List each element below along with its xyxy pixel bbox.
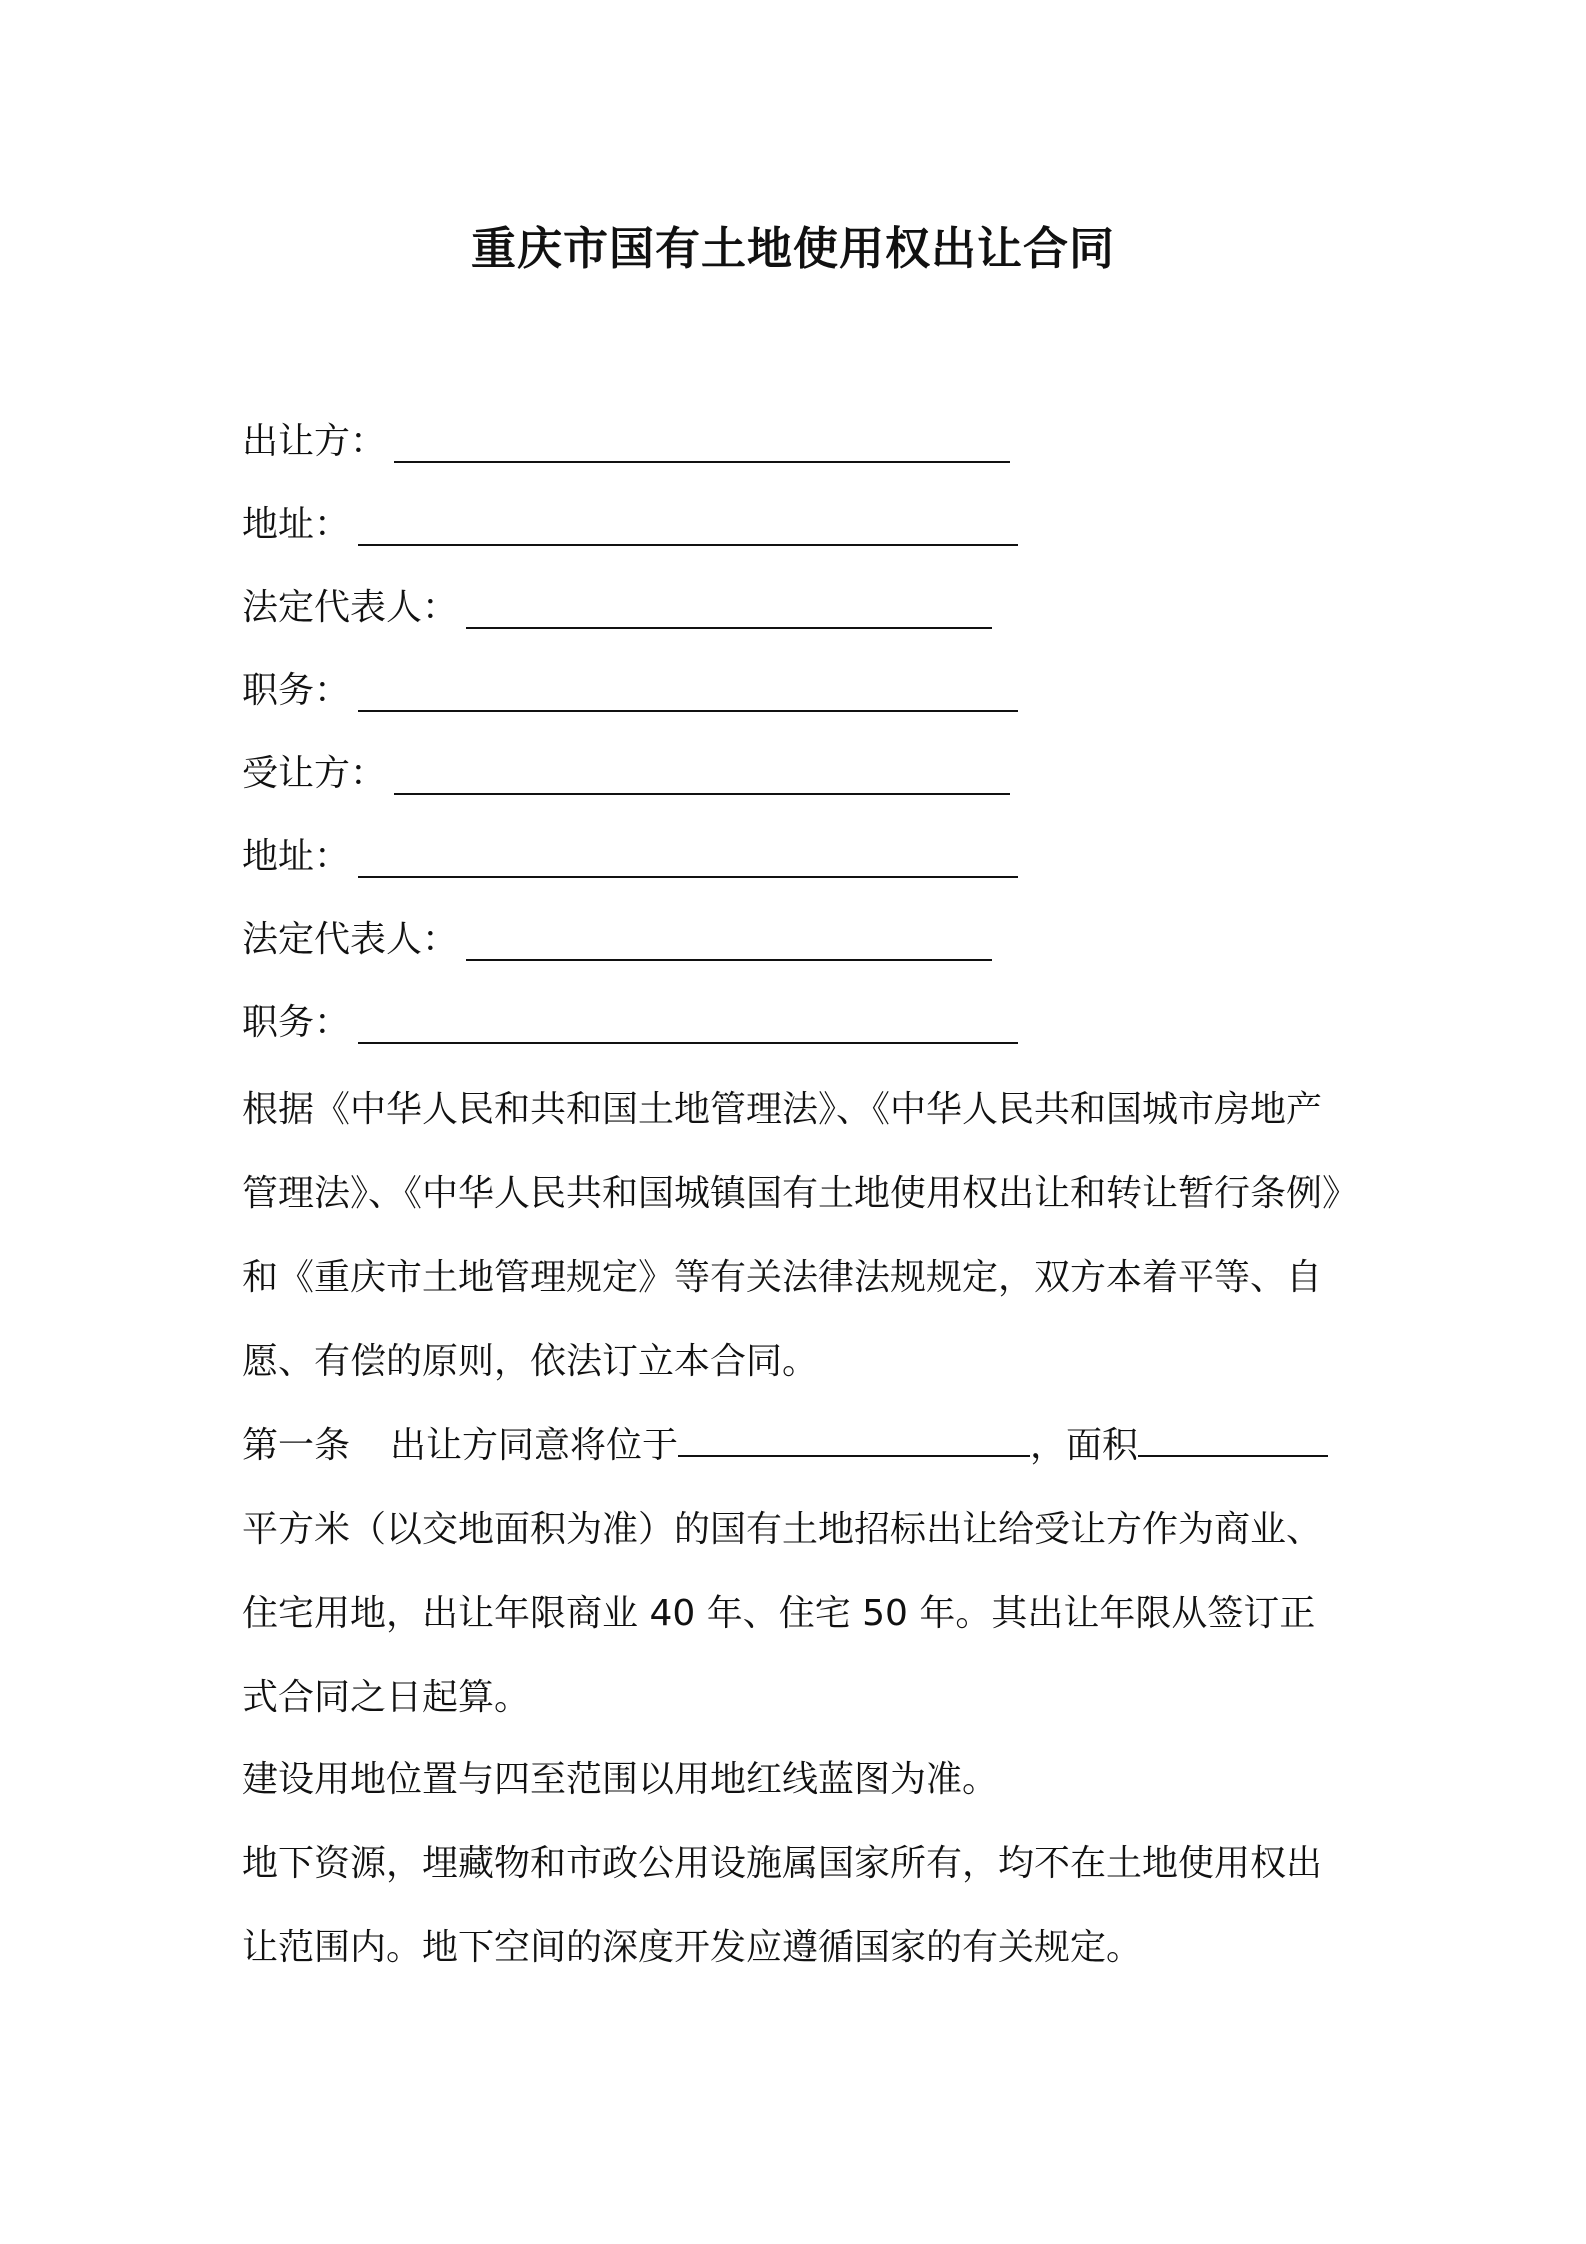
grantee-address-field <box>242 829 1018 885</box>
preamble-line: 愿、有偿的原则，依法订立本合同。 <box>242 1341 819 1382</box>
grantor-blank[interactable] <box>394 421 1010 463</box>
grantee-blank[interactable] <box>394 753 1010 795</box>
preamble-line: 根据《中华人民和共和国土地管理法》、《中华人民共和国城市房地产 <box>242 1089 1323 1130</box>
underground-line: 让范围内。地下空间的深度开发应遵循国家的有关规定。 <box>242 1927 1143 1968</box>
grantee-address-label: 地址： <box>242 836 351 877</box>
grantor-address-field <box>242 497 1018 553</box>
grantee-legal-rep-field <box>242 912 992 968</box>
preamble-line: 管理法》、《中华人民共和国城镇国有土地使用权出让和转让暂行条例》 <box>242 1173 1359 1214</box>
grantor-position-field <box>242 663 1018 719</box>
article-1-line: 式合同之日起算。 <box>242 1677 531 1718</box>
grantee-address-blank[interactable] <box>358 836 1018 878</box>
site-line: 建设用地位置与四至范围以用地红线蓝图为准。 <box>242 1759 999 1800</box>
article-1-heading: 第一条 <box>242 1425 351 1466</box>
article-1-text-b: ，面积 <box>1030 1425 1139 1466</box>
preamble-paragraph <box>242 1068 1358 1404</box>
grantor-position-blank[interactable] <box>358 670 1018 712</box>
grantor-legal-rep-blank[interactable] <box>466 587 992 629</box>
grantee-legal-rep-blank[interactable] <box>466 919 992 961</box>
grantor-address-label: 地址： <box>242 504 351 545</box>
location-blank[interactable] <box>678 1419 1030 1457</box>
grantor-legal-rep-label: 法定代表人： <box>242 587 459 628</box>
grantee-position-field <box>242 995 1018 1051</box>
site-paragraph <box>242 1738 998 1822</box>
grantor-legal-rep-field <box>242 580 992 636</box>
article-1-text-a: 出让方同意将位于 <box>390 1425 679 1466</box>
grantor-position-label: 职务： <box>242 670 351 711</box>
preamble-line: 和《重庆市土地管理规定》等有关法律法规规定，双方本着平等、自 <box>242 1257 1323 1298</box>
underground-paragraph <box>242 1822 1322 1990</box>
article-1-paragraph <box>242 1404 1328 1740</box>
grantee-field <box>242 746 1010 802</box>
document-title: 重庆市国有土地使用权出让合同 <box>470 222 1115 275</box>
underground-line: 地下资源，埋藏物和市政公用设施属国家所有，均不在土地使用权出 <box>242 1843 1323 1884</box>
area-blank[interactable] <box>1138 1419 1328 1457</box>
article-1-line: 住宅用地，出让年限商业 40 年、住宅 50 年。其出让年限从签订正 <box>242 1593 1316 1634</box>
grantor-address-blank[interactable] <box>358 504 1018 546</box>
grantee-position-label: 职务： <box>242 1002 351 1043</box>
grantor-field <box>242 414 1010 470</box>
grantor-label: 出让方： <box>242 421 387 462</box>
grantee-label: 受让方： <box>242 753 387 794</box>
grantee-legal-rep-label: 法定代表人： <box>242 919 459 960</box>
article-1-line: 平方米（以交地面积为准）的国有土地招标出让给受让方作为商业、 <box>242 1509 1323 1550</box>
grantee-position-blank[interactable] <box>358 1002 1018 1044</box>
article-1-first-line <box>242 1404 1328 1488</box>
